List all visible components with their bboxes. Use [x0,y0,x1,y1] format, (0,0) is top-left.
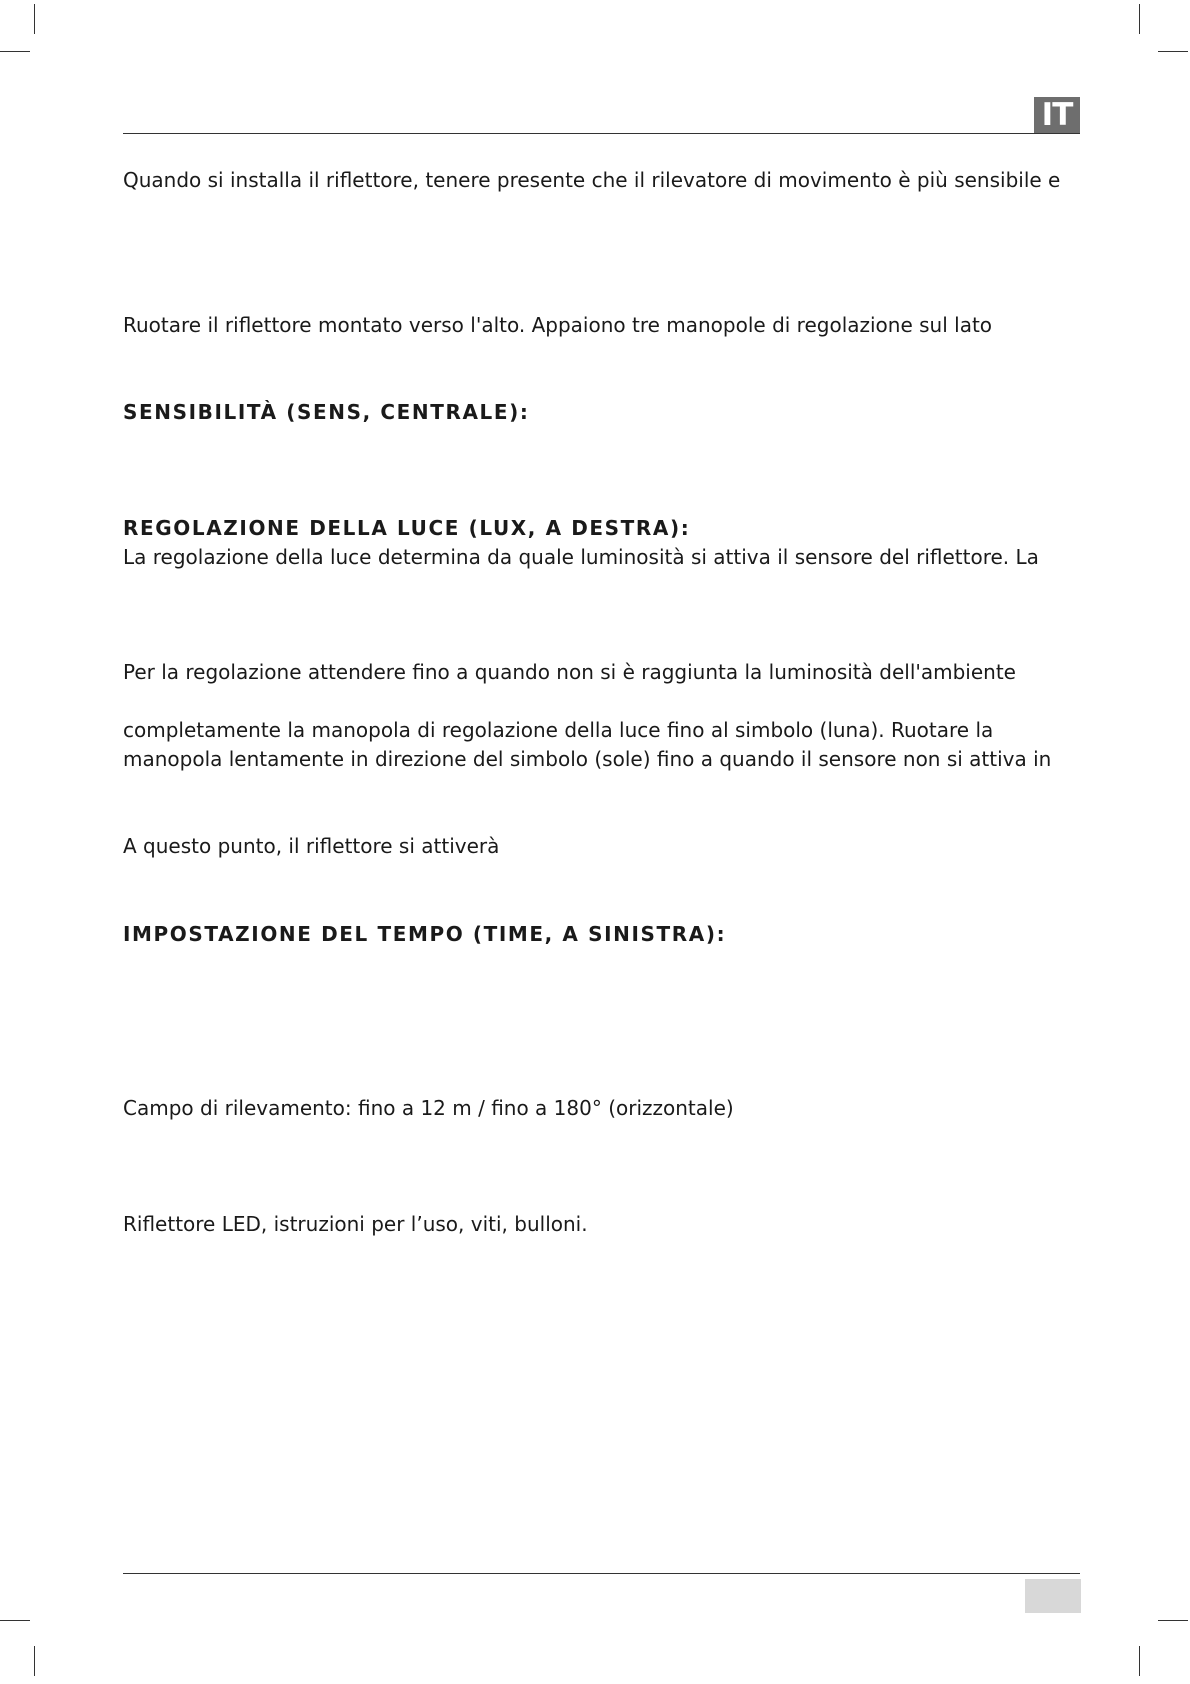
crop-mark-top-left-horizontal [0,51,30,52]
crop-mark-top-left-vertical [34,4,35,34]
time-setting-heading: IMPOSTAZIONE DEL TEMPO (TIME, A SINISTRA): [123,922,727,946]
page-number-box [1025,1579,1081,1613]
sensitivity-heading: SENSIBILITÀ (SENS, CENTRALE): [123,400,530,424]
intro-paragraph: Quando si installa il riflettore, tenere presente che il rilevatore di movimento è più sensibile e [123,168,1061,192]
crop-mark-bottom-right-vertical [1139,1646,1140,1676]
language-badge: IT [1034,97,1080,134]
package-contents-paragraph: Riflettore LED, istruzioni per l’uso, viti, bulloni. [123,1212,588,1236]
crop-mark-bottom-left-vertical [34,1646,35,1676]
light-adjustment-line-5: A questo punto, il riflettore si attiverà [123,834,500,858]
rotate-paragraph: Ruotare il riflettore montato verso l'alto. Appaiono tre manopole di regolazione sul lato [123,313,993,337]
crop-mark-top-right-horizontal [1158,51,1188,52]
light-adjustment-line-2: Per la regolazione attendere fino a quando non si è raggiunta la luminosità dell'ambiente [123,660,1016,684]
crop-mark-bottom-left-horizontal [0,1620,30,1621]
light-adjustment-line-3: completamente la manopola di regolazione della luce fino al simbolo (luna). Ruotare la [123,718,994,742]
light-adjustment-line-1: La regolazione della luce determina da quale luminosità si attiva il sensore del riflettore. La [123,545,1039,569]
footer-rule [123,1573,1080,1574]
header-rule [123,133,1080,134]
light-adjustment-heading: REGOLAZIONE DELLA LUCE (LUX, A DESTRA): [123,516,691,540]
crop-mark-bottom-right-horizontal [1158,1620,1188,1621]
crop-mark-top-right-vertical [1139,4,1140,34]
light-adjustment-line-4: manopola lentamente in direzione del simbolo (sole) fino a quando il sensore non si attiva in [123,747,1052,771]
detection-range-paragraph: Campo di rilevamento: fino a 12 m / fino a 180° (orizzontale) [123,1096,734,1120]
